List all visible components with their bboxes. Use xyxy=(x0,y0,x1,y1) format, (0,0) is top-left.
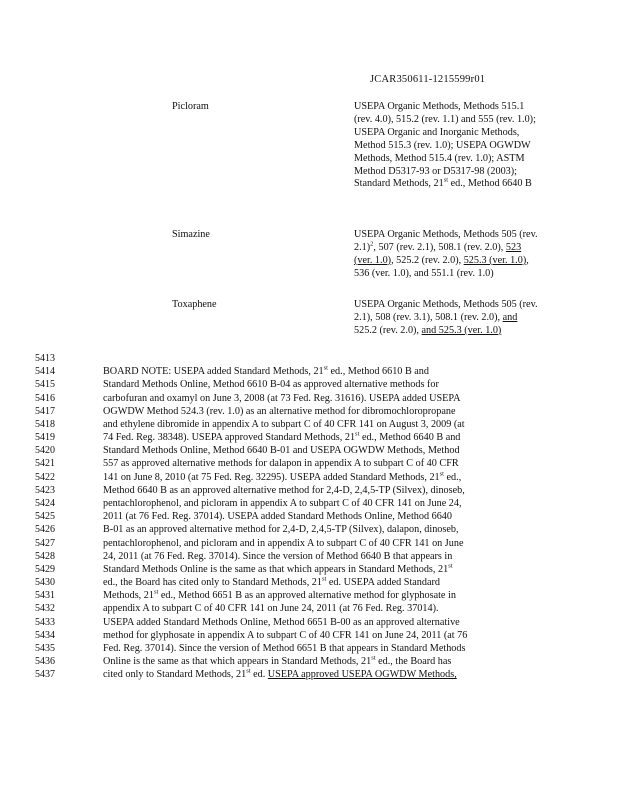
text-run: ed., the Board has cited only to Standard Methods, 21 xyxy=(103,577,322,589)
text-run: Standard Methods Online, Method 6640 B-01 and USEPA OGWDW Methods, Method xyxy=(103,445,460,457)
note-line xyxy=(103,538,463,549)
text-run: , 536 (ver. 1.0), and 551.1 (rev. 1.0) xyxy=(354,254,529,279)
note-line xyxy=(103,630,467,641)
line-number: 5437 xyxy=(35,669,55,681)
text-run: ed. xyxy=(250,669,268,681)
text-run: pentachlorophenol, and picloram and in appendix A to subpart C of 40 CFR 141 on June xyxy=(103,537,464,549)
line-number: 5428 xyxy=(35,550,55,562)
text-run: carbofuran and oxamyl on June 3, 2008 (at 73 Fed. Reg. 31616). USEPA added USEPA xyxy=(103,392,461,404)
note-line xyxy=(103,524,459,535)
text-run: ed., Method 6640 B xyxy=(448,178,532,190)
ordinal-superscript: st xyxy=(246,667,251,675)
inserted-text: 523 (ver. 1.0) xyxy=(354,241,522,266)
note-line xyxy=(103,511,452,522)
line-number: 5413 xyxy=(35,353,55,364)
note-line xyxy=(103,366,429,377)
line-number: 5425 xyxy=(35,511,55,523)
note-line xyxy=(103,617,460,628)
text-run: USEPA added Standard Methods Online, Method 6651 B-00 as an approved alternative xyxy=(103,616,460,628)
text-run: ed. USEPA added Standard xyxy=(326,577,441,589)
ordinal-superscript: st xyxy=(153,588,159,596)
text-run: ed., Method 6610 B and xyxy=(327,366,429,378)
document-id: JCAR350611-1215599r01 xyxy=(370,74,486,85)
note-line xyxy=(103,485,465,496)
note-line xyxy=(103,603,439,614)
text-run: ed., xyxy=(443,471,462,483)
text-run: appendix A to subpart C of 40 CFR 141 on June 24, 2011 (at 76 Fed. Reg. 37014). xyxy=(103,603,439,615)
line-number: 5420 xyxy=(35,445,55,457)
text-run: 74 Fed. Reg. 38348). USEPA approved Standard Methods, 21 xyxy=(103,432,356,444)
contaminant-name: Toxaphene xyxy=(172,299,217,310)
note-line xyxy=(103,406,456,417)
note-line xyxy=(103,432,460,443)
line-number: 5424 xyxy=(35,497,55,509)
note-line xyxy=(103,643,465,654)
text-run: 525.2 (rev. 2.0), xyxy=(354,324,422,336)
ordinal-superscript: st xyxy=(443,177,449,185)
ordinal-superscript: st xyxy=(439,470,444,478)
inserted-text: 525.3 (ver. 1.0) xyxy=(463,254,527,266)
note-line xyxy=(103,669,457,680)
line-number: 5422 xyxy=(35,471,55,483)
line-number: 5430 xyxy=(35,577,55,589)
note-line xyxy=(103,379,439,390)
line-number: 5426 xyxy=(35,524,55,536)
text-run: cited only to Standard Methods, 21 xyxy=(103,669,247,681)
inserted-text: and 525.3 (ver. 1.0) xyxy=(421,324,502,336)
text-run: ed., the Board has xyxy=(375,656,452,668)
ordinal-superscript: st xyxy=(448,562,453,570)
line-number: 5435 xyxy=(35,642,55,654)
note-line xyxy=(103,551,452,562)
text-run: 141 on June 8, 2010 (at 75 Fed. Reg. 32295). USEPA added Standard Methods, 21 xyxy=(103,471,440,483)
text-run: 557 as approved alternative methods for dalapon in appendix A to subpart C of 40 CFR xyxy=(103,458,459,470)
text-run: 2011 (at 76 Fed. Reg. 37014). USEPA added Standard Methods Online, Method 6640 xyxy=(103,511,452,523)
line-number: 5416 xyxy=(35,392,55,404)
line-number: 5418 xyxy=(35,418,55,430)
ordinal-superscript: st xyxy=(371,654,376,662)
line-number: 5434 xyxy=(35,629,55,641)
ordinal-superscript: st xyxy=(355,430,360,438)
contaminant-name: Simazine xyxy=(172,229,210,240)
ordinal-superscript: st xyxy=(323,364,328,372)
line-number: 5432 xyxy=(35,603,55,615)
text-run: , 525.2 (rev. 2.0), xyxy=(391,254,464,266)
contaminant-name: Picloram xyxy=(172,101,209,112)
note-line xyxy=(103,564,453,575)
note-line xyxy=(103,577,440,588)
text-run: Fed. Reg. 37014). Since the version of Method 6651 B that appears in Standard Methods xyxy=(103,642,466,654)
note-line xyxy=(103,498,462,509)
text-run: method for glyphosate in appendix A to subpart C of 40 CFR 141 on June 24, 2011 (at 76 xyxy=(103,629,468,641)
line-number: 5414 xyxy=(35,366,55,378)
note-line xyxy=(103,590,456,601)
text-run: BOARD NOTE: USEPA added Standard Methods, 21 xyxy=(103,366,324,378)
line-number: 5431 xyxy=(35,590,55,602)
ordinal-superscript: 2 xyxy=(370,240,374,248)
text-run: , 507 (rev. 2.1), 508.1 (rev. 2.0), xyxy=(373,241,506,253)
text-run: Method 6640 B as an approved alternative method for 2,4-D, 2,4,5-TP (Silvex), dinoseb, xyxy=(103,484,465,496)
line-number: 5421 xyxy=(35,458,55,470)
analytical-methods xyxy=(354,229,542,281)
line-number: 5419 xyxy=(35,432,55,444)
note-line xyxy=(103,472,461,483)
inserted-text: USEPA approved USEPA OGWDW Methods, xyxy=(267,669,457,681)
text-run: USEPA Organic Methods, Methods 515.1 (rev. 4.0), 515.2 (rev. 1.1) and 555 (rev. 1.0); USEPA Organic and Inorganic Methods, Method 515.3 (rev. 1.0); USEPA OGWDW Methods, Method 515.4 (rev. 1.0); ASTM Method D5317-93 or D5317-98 (2003); Standard Methods, 21 xyxy=(354,101,536,190)
text-run: ed., Method 6640 B and xyxy=(359,432,461,444)
line-number: 5417 xyxy=(35,405,55,417)
note-line xyxy=(103,458,459,469)
text-run: pentachlorophenol, and picloram in appendix A to subpart C of 40 CFR 141 on June 24, xyxy=(103,497,462,509)
text-run: B-01 as an approved alternative method for 2,4-D, 2,4,5-TP (Silvex), dalapon, dinoseb, xyxy=(103,524,459,536)
analytical-methods xyxy=(354,299,542,338)
text-run: USEPA Organic Methods, Methods 505 (rev. 2.1) xyxy=(354,229,538,253)
text-run: OGWDW Method 524.3 (rev. 1.0) as an alternative method for dibromochloropropane xyxy=(103,405,456,417)
note-line xyxy=(103,656,451,667)
line-number: 5433 xyxy=(35,616,55,628)
line-number: 5429 xyxy=(35,563,55,575)
analytical-methods xyxy=(354,101,542,191)
inserted-text: and xyxy=(502,311,518,323)
note-line xyxy=(103,393,460,404)
line-number: 5415 xyxy=(35,379,55,391)
ordinal-superscript: st xyxy=(322,575,327,583)
note-line xyxy=(103,445,460,456)
text-run: USEPA Organic Methods, Methods 505 (rev. 2.1), 508 (rev. 3.1), 508.1 (rev. 2.0), xyxy=(354,299,538,323)
text-run: Methods, 21 xyxy=(103,590,154,602)
text-run: Standard Methods Online is the same as that which appears in Standard Methods, 21 xyxy=(103,563,449,575)
note-line xyxy=(103,419,465,430)
line-number: 5427 xyxy=(35,537,55,549)
text-run: Standard Methods Online, Method 6610 B-04 as approved alternative methods for xyxy=(103,379,439,391)
text-run: ed., Method 6651 B as an approved alternative method for glyphosate in xyxy=(158,590,456,602)
text-run: Online is the same as that which appears in Standard Methods, 21 xyxy=(103,656,372,668)
line-number: 5436 xyxy=(35,656,55,668)
line-number: 5423 xyxy=(35,484,55,496)
text-run: and ethylene dibromide in appendix A to subpart C of 40 CFR 141 on August 3, 2009 (at xyxy=(103,418,465,430)
text-run: 24, 2011 (at 76 Fed. Reg. 37014). Since the version of Method 6640 B that appears in xyxy=(103,550,453,562)
